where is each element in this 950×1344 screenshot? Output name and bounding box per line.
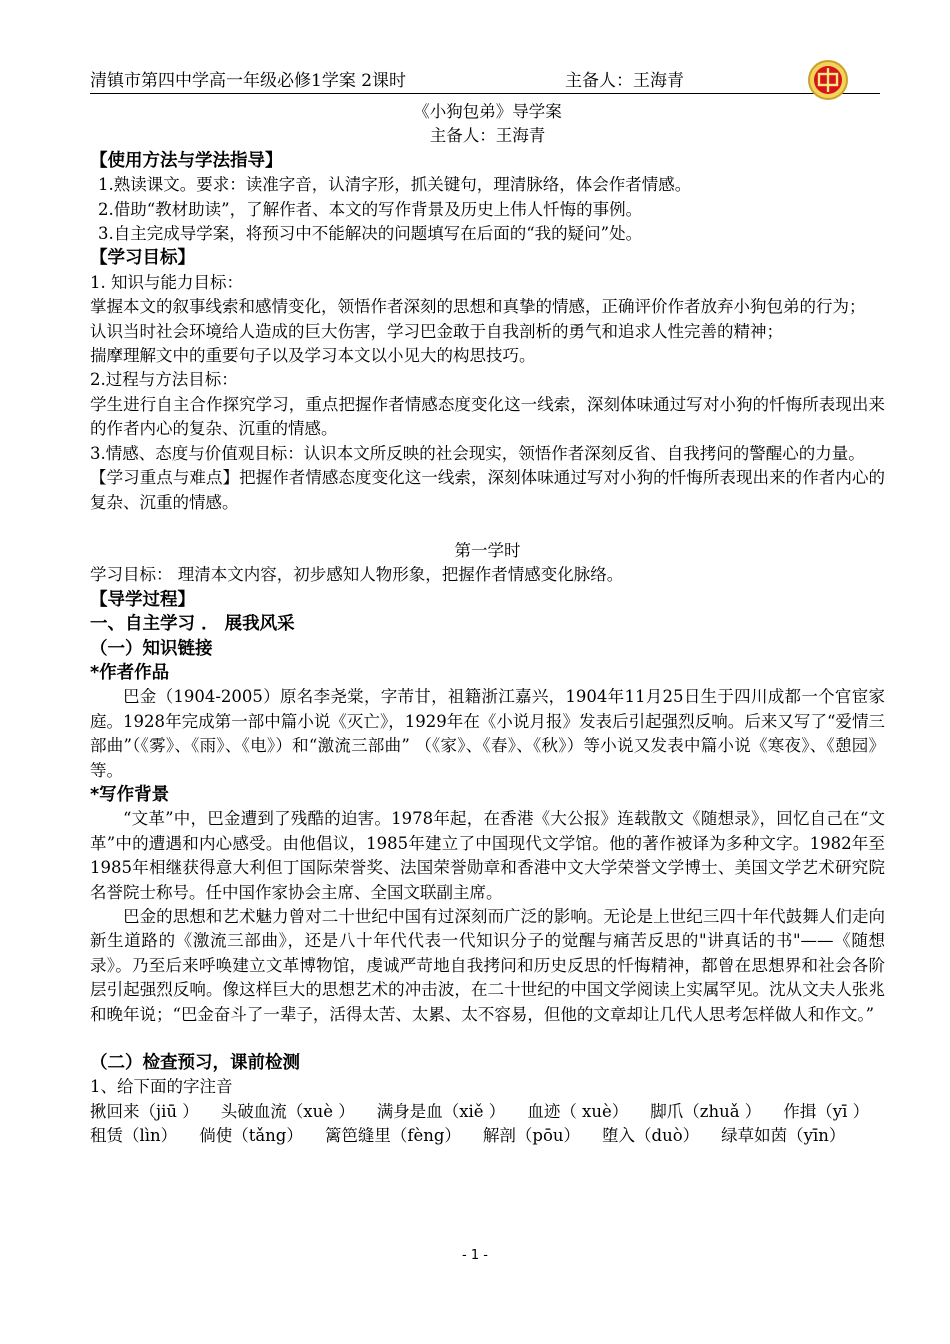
pinyin-item: 租赁（lìn） [90,1126,178,1146]
header-school-course: 清镇市第四中学高一年级必修1学案 2课时 [90,71,407,91]
pinyin-item: 堕入（duò） [602,1126,700,1146]
question-1: 1、给下面的字注音 [90,1077,233,1097]
spacer [90,1027,885,1051]
key-points-text: 把握作者情感态度变化这一线索，深刻体味通过写对小狗的忏悔所表现出来的作者内心的复杂、沉重的情感。 [90,468,886,512]
goal2-title: 2.过程与方法目标： [90,370,238,390]
document-body [90,100,885,1149]
page-header [90,62,880,92]
method-item-2: 2.借助“教材助读”，了解作者、本文的写作背景及历史上伟人忏悔的事例。 [98,199,643,219]
period-goal: 学习目标： 理清本文内容，初步感知人物形象，把握作者情感变化脉络。 [90,565,624,585]
pinyin-item: 篱笆缝里（fèng） [324,1126,461,1146]
method-item-3: 3.自主完成导学案，将预习中不能解决的问题填写在后面的“我的疑问”处。 [98,224,643,244]
pinyin-item: 绿草如茵（yīn） [721,1126,846,1146]
header-rule [90,93,880,94]
method-heading: 【使用方法与学法指导】 [90,150,283,171]
pinyin-item: 解剖（pōu） [482,1126,581,1146]
pinyin-row-1 [90,1100,885,1124]
school-logo-icon [808,60,848,100]
subsection-knowledge-heading: （一）知识链接 [90,638,213,659]
doc-title: 《小狗包弟》导学案 [413,102,562,121]
pinyin-item: 作揖（yī ） [783,1101,870,1121]
subsection-preview-heading: （二）检查预习，课前检测 [90,1053,300,1074]
goal1-title: 1. 知识与能力目标： [90,272,243,292]
goals-heading: 【学习目标】 [90,248,195,269]
spacer [90,515,885,539]
header-preparer: 主备人：王海青 [565,71,684,91]
pinyin-item: 脚爪（zhuǎ ） [650,1101,762,1121]
pinyin-item: 揪回来（jiū ） [90,1101,199,1121]
period-title: 第一学时 [454,540,521,560]
pinyin-item: 满身是血（xiě ） [376,1101,506,1121]
author-paragraph: 巴金（1904-2005）原名李尧棠，字芾甘，祖籍浙江嘉兴，1904年11月25日生于四川成都一个官宦家庭。1928年完成第一部中篇小说《灭亡》，1929年在《小说月报》发表后引起强烈反响。后来又写了“爱情三部曲”（《雾》、《雨》、《电》）和“激流三部曲” （《家》、《春》、《秋》）等小说又发表中篇小说《寒夜》、《憩园》等。 [90,687,885,780]
background-paragraph-1: “文革”中，巴金遭到了残酷的迫害。1978年起，在香港《大公报》连载散文《随想录》，回忆自己在“文革”中的遭遇和内心感受。由他倡议，1985年建立了中国现代文学馆。他的著作被译为多种文字。1982年至1985年相继获得意大利但丁国际荣誉奖、法国荣誉勋章和香港中文大学荣誉文学博士、美国文学艺术研究院名誉院士称号。任中国作家协会主席、全国文联副主席。 [90,809,885,902]
goal1-paragraph-1: 掌握本文的叙事线索和感情变化，领悟作者深刻的思想和真挚的情感，正确评价作者放弃小狗包弟的行为； [90,297,866,317]
process-heading: 【导学过程】 [90,589,195,610]
pinyin-item: 血迹（ xuè） [527,1101,629,1121]
background-paragraph-2: 巴金的思想和艺术魅力曾对二十世纪中国有过深刻而广泛的影响。无论是上世纪三四十年代鼓舞人们走向新生道路的《激流三部曲》，还是八十年代代表一代知识分子的觉醒与痛苦反思的"讲真话的书"——《随想录》。乃至后来呼唤建立文革博物馆，虔诚严苛地自我拷问和历史反思的忏悔精神，都曾在思想界和社会各阶层引起强烈反响。像这样巨大的思想艺术的冲击波，在二十世纪的中国文学阅读上实属罕见。沈从文夫人张兆和晚年说；“巴金奋斗了一辈子，活得太苦、太累、太不容易，但他的文章却让几代人思考怎样做人和作文。” [90,907,885,1024]
key-points-label: 【学习重点与难点】 [90,468,240,488]
background-heading: *写作背景 [90,784,170,805]
goal2-paragraph: 学生进行自主合作探究学习，重点把握作者情感态度变化这一线索，深刻体味通过写对小狗的忏悔所表现出来的作者内心的复杂、沉重的情感。 [90,394,885,439]
author-works-heading: *作者作品 [90,662,170,683]
goal3-paragraph: 3.情感、态度与价值观目标：认识本文所反映的社会现实，领悟作者深刻反省、自我拷问的警醒心的力量。 [90,443,865,463]
section-1-heading: 一、自主学习 ． 展我风采 [90,614,295,635]
page-number: - 1 - [462,1248,488,1263]
doc-subtitle: 主备人：王海青 [429,126,546,146]
goal1-paragraph-3: 揣摩理解文中的重要句子以及学习本文以小见大的构思技巧。 [90,346,536,366]
key-points [90,466,885,515]
pinyin-row-2 [90,1124,885,1148]
pinyin-item: 倘使（tǎng） [199,1126,303,1146]
goal1-paragraph-2: 认识当时社会环境给人造成的巨大伤害，学习巴金敢于自我剖析的勇气和追求人性完善的精神； [90,321,783,341]
pinyin-item: 头破血流（xuè ） [220,1101,355,1121]
method-item-1: 1.熟读课文。要求：读准字音，认清字形，抓关键句，理清脉络，体会作者情感。 [98,175,692,195]
